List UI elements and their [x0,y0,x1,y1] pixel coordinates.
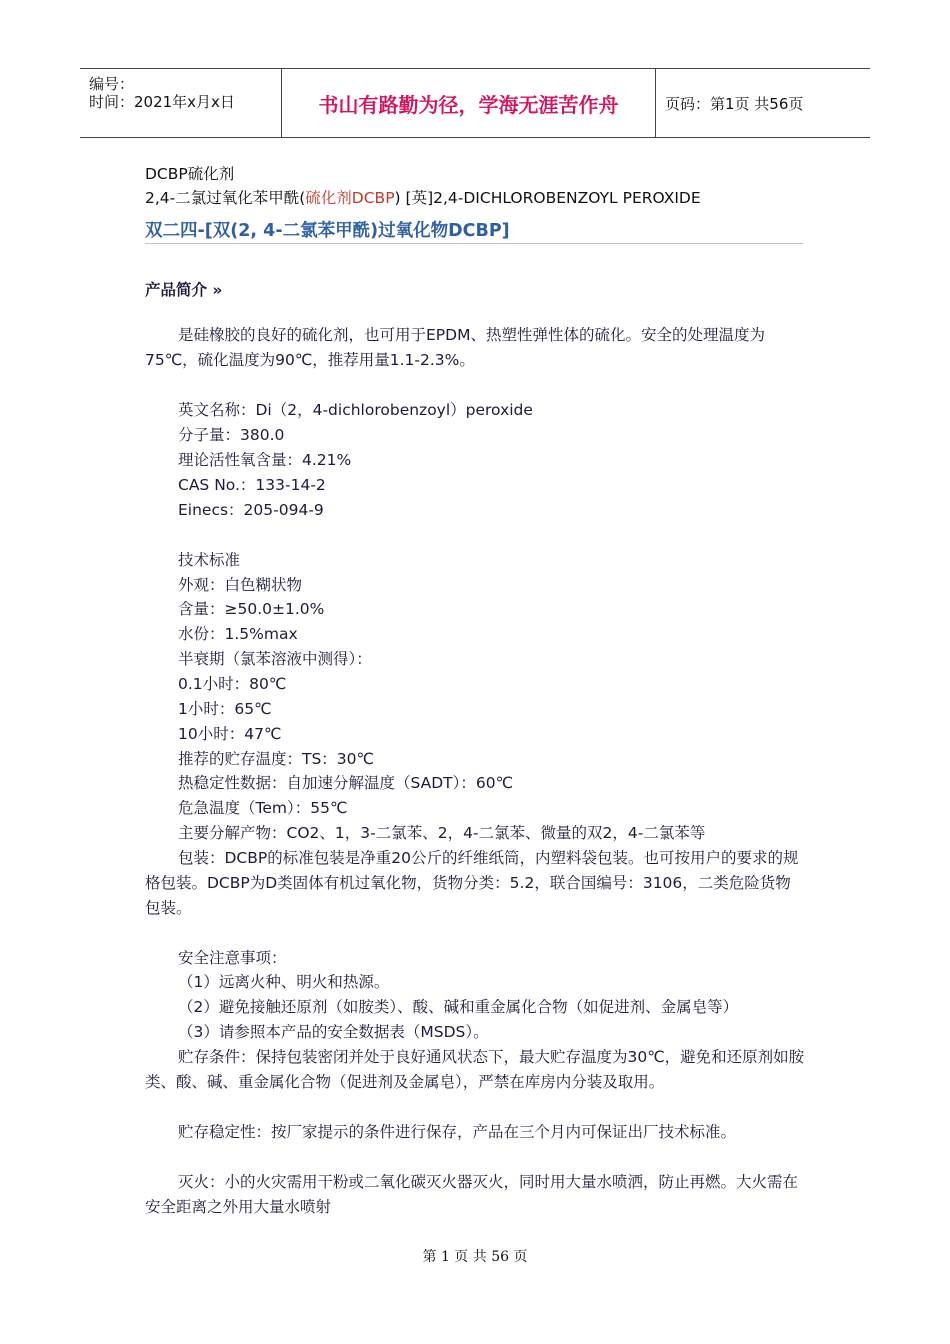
safety-heading: 安全注意事项： [178,949,287,967]
tech-moisture: 水份：1.5%max [178,625,298,643]
tech-appearance: 外观：白色糊状物 [178,576,303,594]
safety-item-3: （3）请参照本产品的安全数据表（MSDS）。 [178,1023,489,1041]
property-cas: CAS No.：133-14-2 [178,476,326,494]
tech-heading: 技术标准 [178,551,241,569]
tech-content: 含量：≥50.0±1.0% [178,600,325,618]
safety-item-1: （1）远离火种、明火和热源。 [178,973,390,991]
packaging: 包装：DCBP的标准包装是净重20公斤的纤维纸筒，内塑料袋包装。也可按用户的要求的规格包装。DCBP为D类固体有机过氧化物，货物分类：5.2，联合国编号：3106，二类危险货物包装。 [145,849,799,917]
property-einecs: Einecs：205-094-9 [178,501,324,519]
safety-item-2: （2）避免接触还原剂（如胺类）、酸、碱和重金属化合物（如促进剂、金属皂等） [178,998,739,1016]
motto: 书山有路勤为径，学海无涯苦作舟 [318,93,619,117]
tech-half-life-1h: 1小时：65℃ [178,700,272,718]
tech-sadt: 热稳定性数据：自加速分解温度（SADT）：60℃ [178,774,514,792]
property-active-oxygen: 理论活性氧含量：4.21% [178,451,352,469]
tech-half-life: 半衰期（氯苯溶液中测得）： [178,650,372,668]
property-english-name: 英文名称：Di（2，4-dichlorobenzoyl）peroxide [178,401,533,419]
tech-decomposition: 主要分解产物：CO2、1，3-二氯苯、2，4-二氯苯、微量的双2，4-二氯苯等 [178,824,706,842]
storage-conditions: 贮存条件：保持包装密闭并处于良好通风状态下，最大贮存温度为30℃，避免和还原剂如胺类、酸、碱、重金属化合物（促进剂及金属皂），严禁在库房内分装及取用。 [145,1048,805,1091]
header-page-cell [656,69,870,137]
intro-line-2-b: ) [英]2,4-DICHLOROBENZOYL PEROXIDE [394,189,701,207]
title-divider [145,243,803,244]
intro-line-1: DCBP硫化剂 [145,165,235,183]
page-label: 页码：第1页 共56页 [665,95,804,113]
tech-critical-temp: 危急温度（Tem）：55℃ [178,799,348,817]
fire-fighting: 灭火：小的火灾需用干粉或二氧化碳灭火器灭火，同时用大量水喷洒，防止再燃。大火需在安全距离之外用大量水喷射 [145,1173,799,1216]
intro-line-2 [145,186,701,208]
tech-half-life-0-1h: 0.1小时：80℃ [178,675,287,693]
number-label: 编号： [89,75,135,93]
header-table [80,68,870,138]
tech-half-life-10h: 10小时：47℃ [178,725,282,743]
storage-stability: 贮存稳定性：按厂家提示的条件进行保存，产品在三个月内可保证出厂技术标准。 [178,1123,737,1141]
tech-storage-temp: 推荐的贮存温度：TS：30℃ [178,750,374,768]
description: 是硅橡胶的良好的硫化剂，也可用于EPDM、热塑性弹性体的硫化。安全的处理温度为75℃，硫化温度为90℃，推荐用量1.1-2.3%。 [145,326,765,369]
page-footer: 第 1 页 共 56 页 [422,1249,528,1265]
header-info-cell [80,69,282,137]
curing-agent-link[interactable]: 硫化剂DCBP [305,189,395,207]
section-title: 产品简介 » [145,281,223,299]
page-title: 双二四-[双(2, 4-二氯苯甲酰)过氧化物DCBP] [145,221,510,241]
intro-line-2-a: 2,4-二氯过氧化苯甲酰( [145,189,306,207]
property-molecular-weight: 分子量：380.0 [178,426,285,444]
header-motto-cell [282,69,656,137]
time-label: 时间：2021年x月x日 [89,93,235,111]
